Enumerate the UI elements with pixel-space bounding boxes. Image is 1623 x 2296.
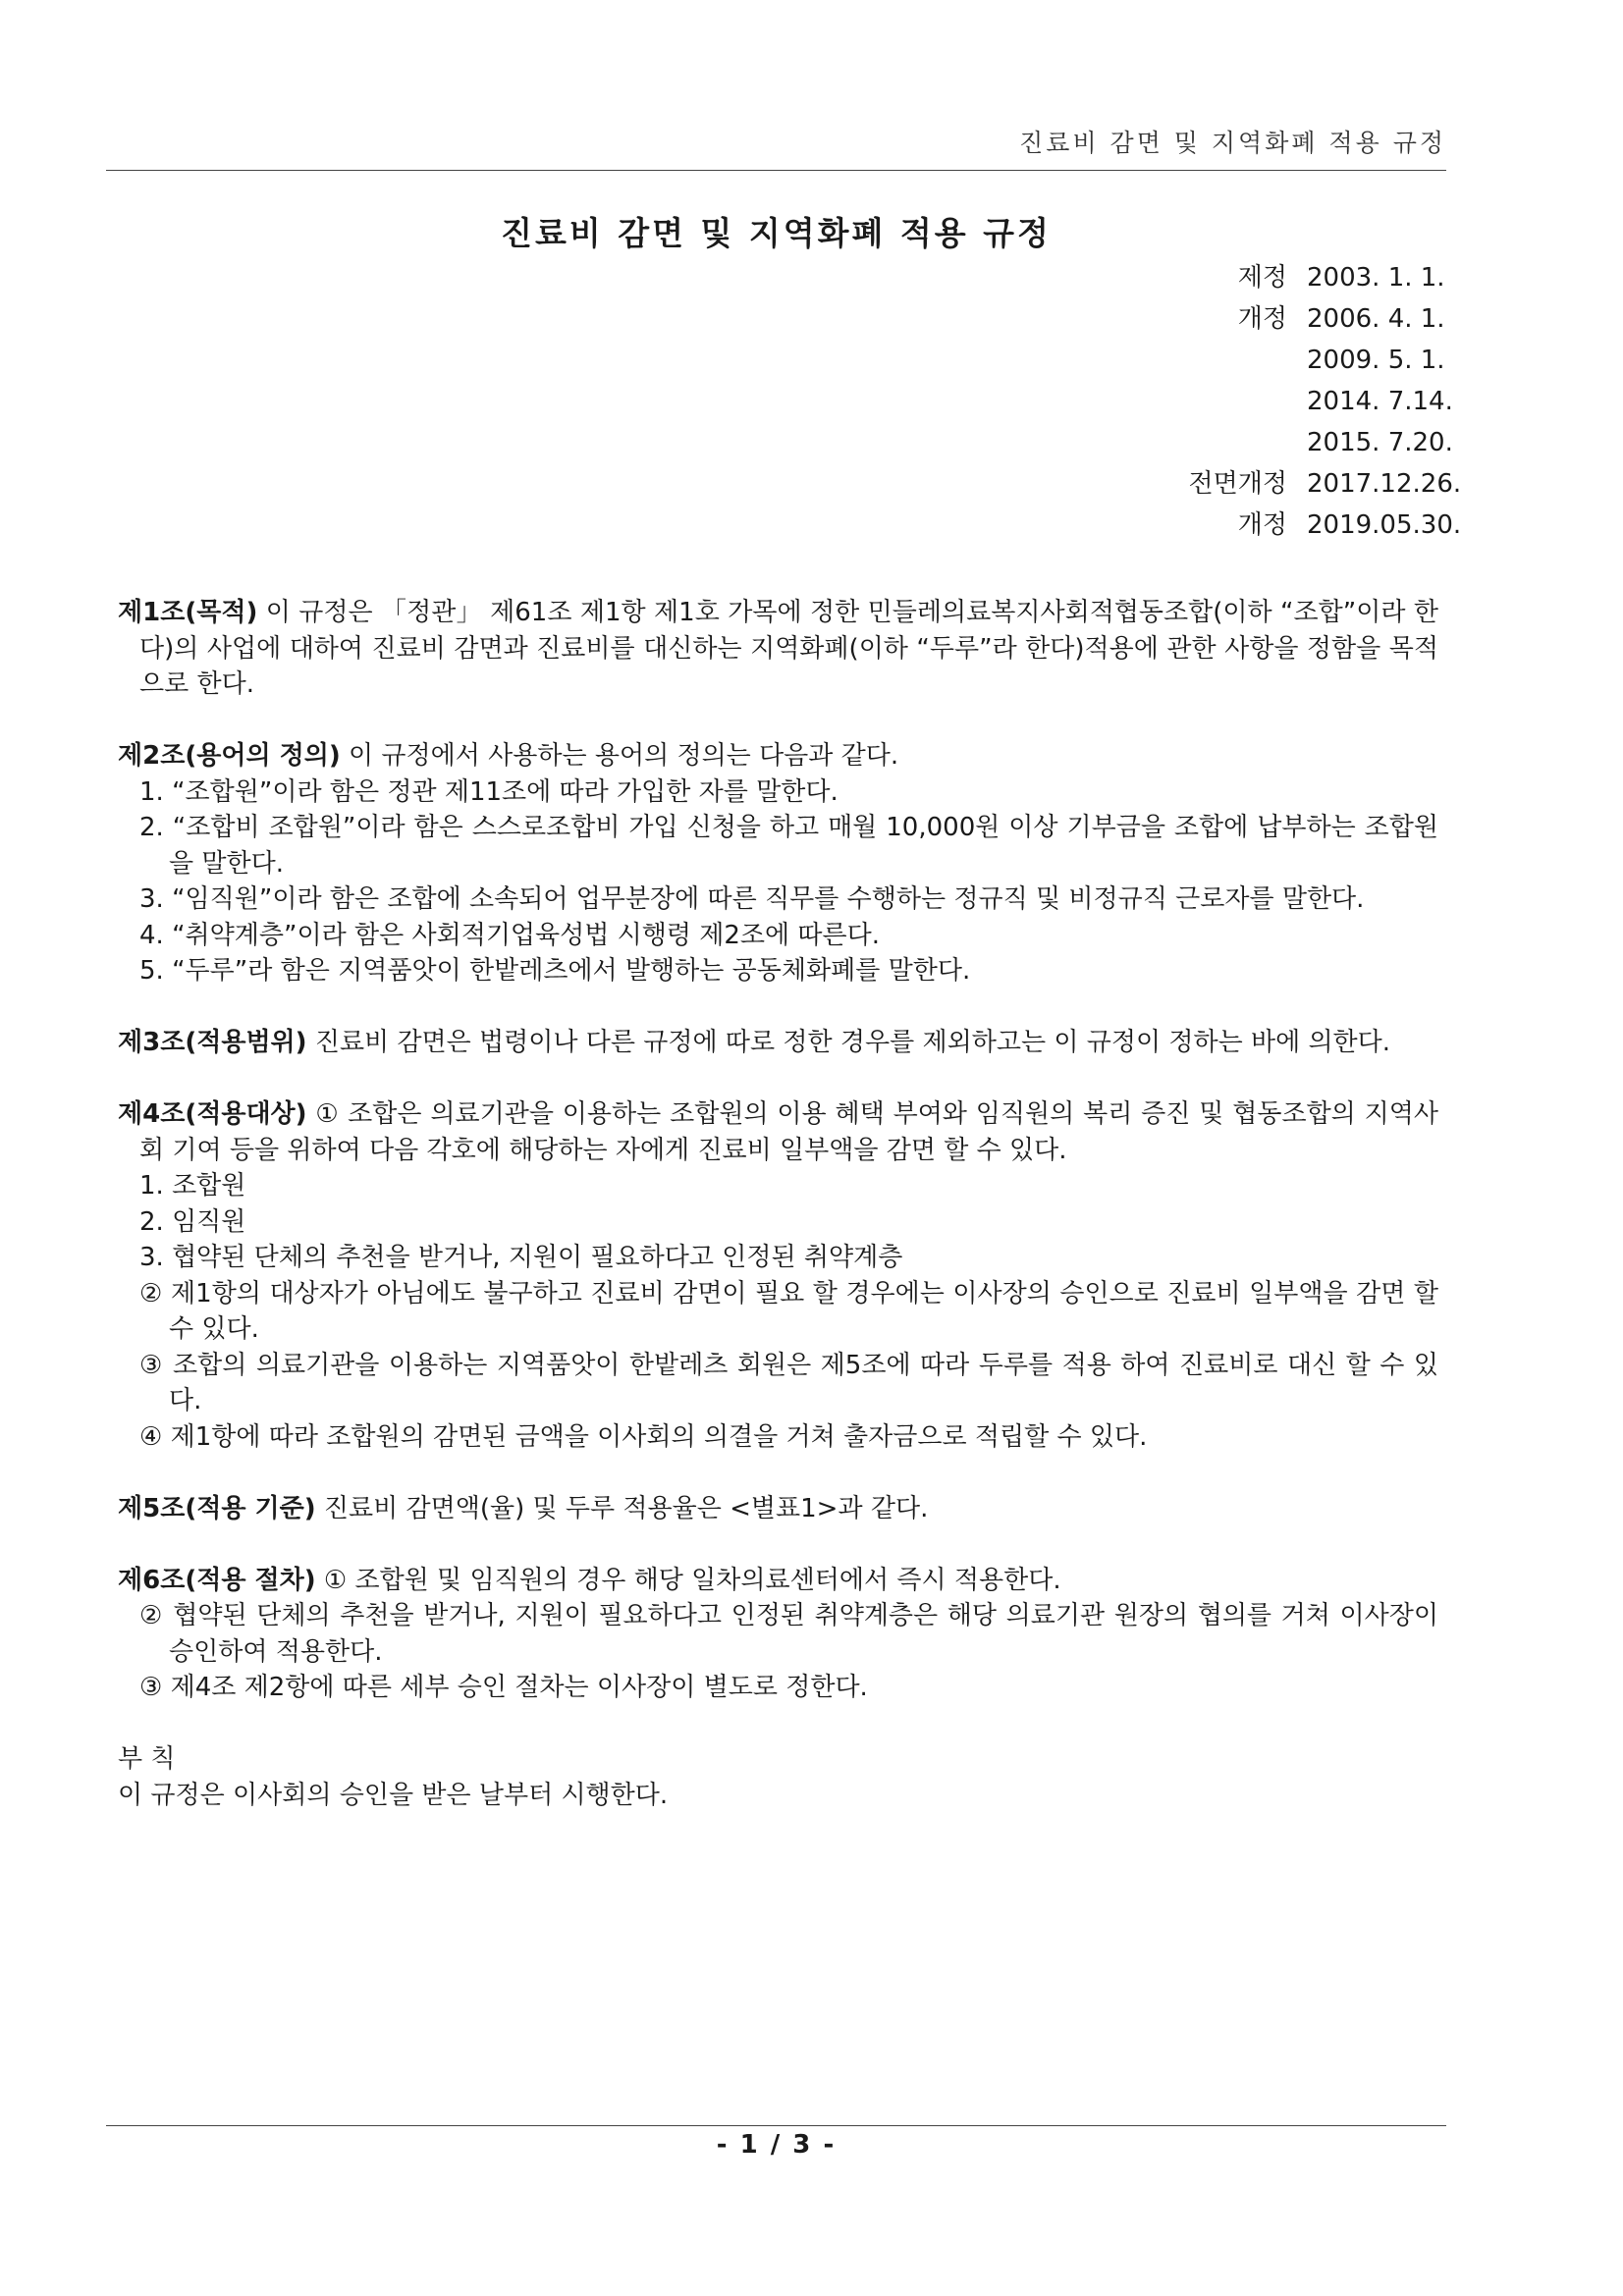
- footer-divider: [106, 2125, 1446, 2126]
- article-item: ③ 조합의 의료기관을 이용하는 지역품앗이 한밭레츠 회원은 제5조에 따라 두루를 적용 하여 진료비로 대신 할 수 있다.: [139, 1350, 1438, 1415]
- article-item: 5. “두루”라 함은 지역품앗이 한밭레츠에서 발행하는 공동체화폐를 말한다.: [139, 956, 971, 986]
- revision-label: 전면개정: [1188, 469, 1287, 499]
- supplementary-text: 이 규정은 이사회의 승인을 받은 날부터 시행한다.: [118, 1780, 669, 1810]
- article-title: 제4조(적용대상): [118, 1099, 307, 1129]
- article-item: 2. 임직원: [139, 1206, 246, 1237]
- revision-date: 2006. 4. 1.: [1307, 304, 1445, 334]
- document-title: 진료비 감면 및 지역화폐 적용 규정: [501, 214, 1052, 252]
- revision-label: [1287, 381, 1307, 422]
- article-6: [118, 1563, 1438, 1706]
- article-2: [118, 738, 1438, 989]
- article-title: 제3조(적용범위): [118, 1028, 307, 1057]
- revision-row: [1031, 505, 1462, 546]
- revision-row: [1031, 340, 1446, 381]
- revision-row: [1031, 381, 1453, 422]
- article-text: 진료비 감면은 법령이나 다른 규정에 따로 정한 경우를 제외하고는 이 규정이 정하는 바에 의한다.: [306, 1028, 1391, 1057]
- revision-label: [1287, 422, 1307, 463]
- page-number: - 1 / 3 -: [716, 2130, 837, 2160]
- supplementary-provisions: [118, 1741, 1438, 1813]
- supplementary-heading: 부 칙: [118, 1744, 176, 1774]
- article-text: 이 규정은 「정관」 제61조 제1항 제1호 가목에 정한 민들레의료복지사회적협동조합(이하 “조합”이라 한다)의 사업에 대하여 진료비 감면과 진료비를 대신하는 지역화폐(이하 “두루”라 한다)적용에 관한 사항을 정함을 목적으로 한다.: [139, 598, 1438, 699]
- article-item: ③ 제4조 제2항에 따른 세부 승인 절차는 이사장이 별도로 정한다.: [139, 1673, 868, 1702]
- revision-date: 2019.05.30.: [1307, 510, 1462, 540]
- revision-history: [1031, 257, 1462, 546]
- revision-row: [1031, 463, 1462, 505]
- article-item: 2. “조합비 조합원”이라 함은 스스로조합비 가입 신청을 하고 매월 10,000원 이상 기부금을 조합에 납부하는 조합원을 말한다.: [139, 813, 1438, 879]
- article-item: 3. 협약된 단체의 추천을 받거나, 지원이 필요하다고 인정된 취약계층: [139, 1243, 903, 1272]
- regulation-body: [118, 595, 1438, 1813]
- article-5: [118, 1491, 1438, 1527]
- article-item: 1. “조합원”이라 함은 정관 제11조에 따라 가입한 자를 말한다.: [139, 776, 839, 807]
- article-title: 제1조(목적): [118, 598, 258, 627]
- running-header: 진료비 감면 및 지역화폐 적용 규정: [1019, 129, 1446, 157]
- article-item: ② 제1항의 대상자가 아님에도 불구하고 진료비 감면이 필요 할 경우에는 이사장의 승인으로 진료비 일부액을 감면 할 수 있다.: [139, 1278, 1438, 1344]
- article-4: [118, 1096, 1438, 1455]
- article-title: 제5조(적용 기준): [118, 1493, 316, 1523]
- article-text: ① 조합원 및 임직원의 경우 해당 일차의료센터에서 즉시 적용한다.: [315, 1565, 1061, 1595]
- article-text: ① 조합은 의료기관을 이용하는 조합원의 이용 혜택 부여와 임직원의 복리 증진 및 협동조합의 지역사회 기여 등을 위하여 다음 각호에 해당하는 자에게 진료비 일부액을 감면 할 수 있다.: [139, 1099, 1438, 1165]
- article-item: 3. “임직원”이라 함은 조합에 소속되어 업무분장에 따른 직무를 수행하는 정규직 및 비정규직 근로자를 말한다.: [139, 884, 1365, 914]
- revision-label: 개정: [1237, 510, 1287, 540]
- revision-date: 2014. 7.14.: [1307, 387, 1453, 416]
- article-3: [118, 1025, 1438, 1061]
- revision-label: [1287, 340, 1307, 381]
- article-text: 이 규정에서 사용하는 용어의 정의는 다음과 같다.: [340, 741, 899, 771]
- article-1: [118, 595, 1438, 703]
- revision-date: 2017.12.26.: [1307, 469, 1462, 499]
- article-title: 제2조(용어의 정의): [118, 741, 341, 771]
- header-divider: [106, 170, 1446, 171]
- revision-row: [1031, 422, 1453, 463]
- article-text: 진료비 감면액(율) 및 두루 적용율은 <별표1>과 같다.: [315, 1493, 929, 1523]
- revision-row: [1031, 257, 1446, 298]
- revision-label: 제정: [1237, 263, 1287, 293]
- article-item: ② 협약된 단체의 추천을 받거나, 지원이 필요하다고 인정된 취약계층은 해당 의료기관 원장의 협의를 거쳐 이사장이 승인하여 적용한다.: [139, 1601, 1438, 1667]
- article-item: 1. 조합원: [139, 1171, 246, 1201]
- article-title: 제6조(적용 절차): [118, 1565, 316, 1595]
- article-item: ④ 제1항에 따라 조합원의 감면된 금액을 이사회의 의결을 거쳐 출자금으로 적립할 수 있다.: [139, 1421, 1148, 1452]
- revision-date: 2015. 7.20.: [1307, 428, 1453, 457]
- revision-label: 개정: [1237, 304, 1287, 334]
- revision-row: [1031, 298, 1446, 340]
- article-item: 4. “취약계층”이라 함은 사회적기업육성법 시행령 제2조에 따른다.: [139, 920, 881, 950]
- revision-date: 2009. 5. 1.: [1307, 346, 1445, 375]
- revision-date: 2003. 1. 1.: [1307, 263, 1445, 293]
